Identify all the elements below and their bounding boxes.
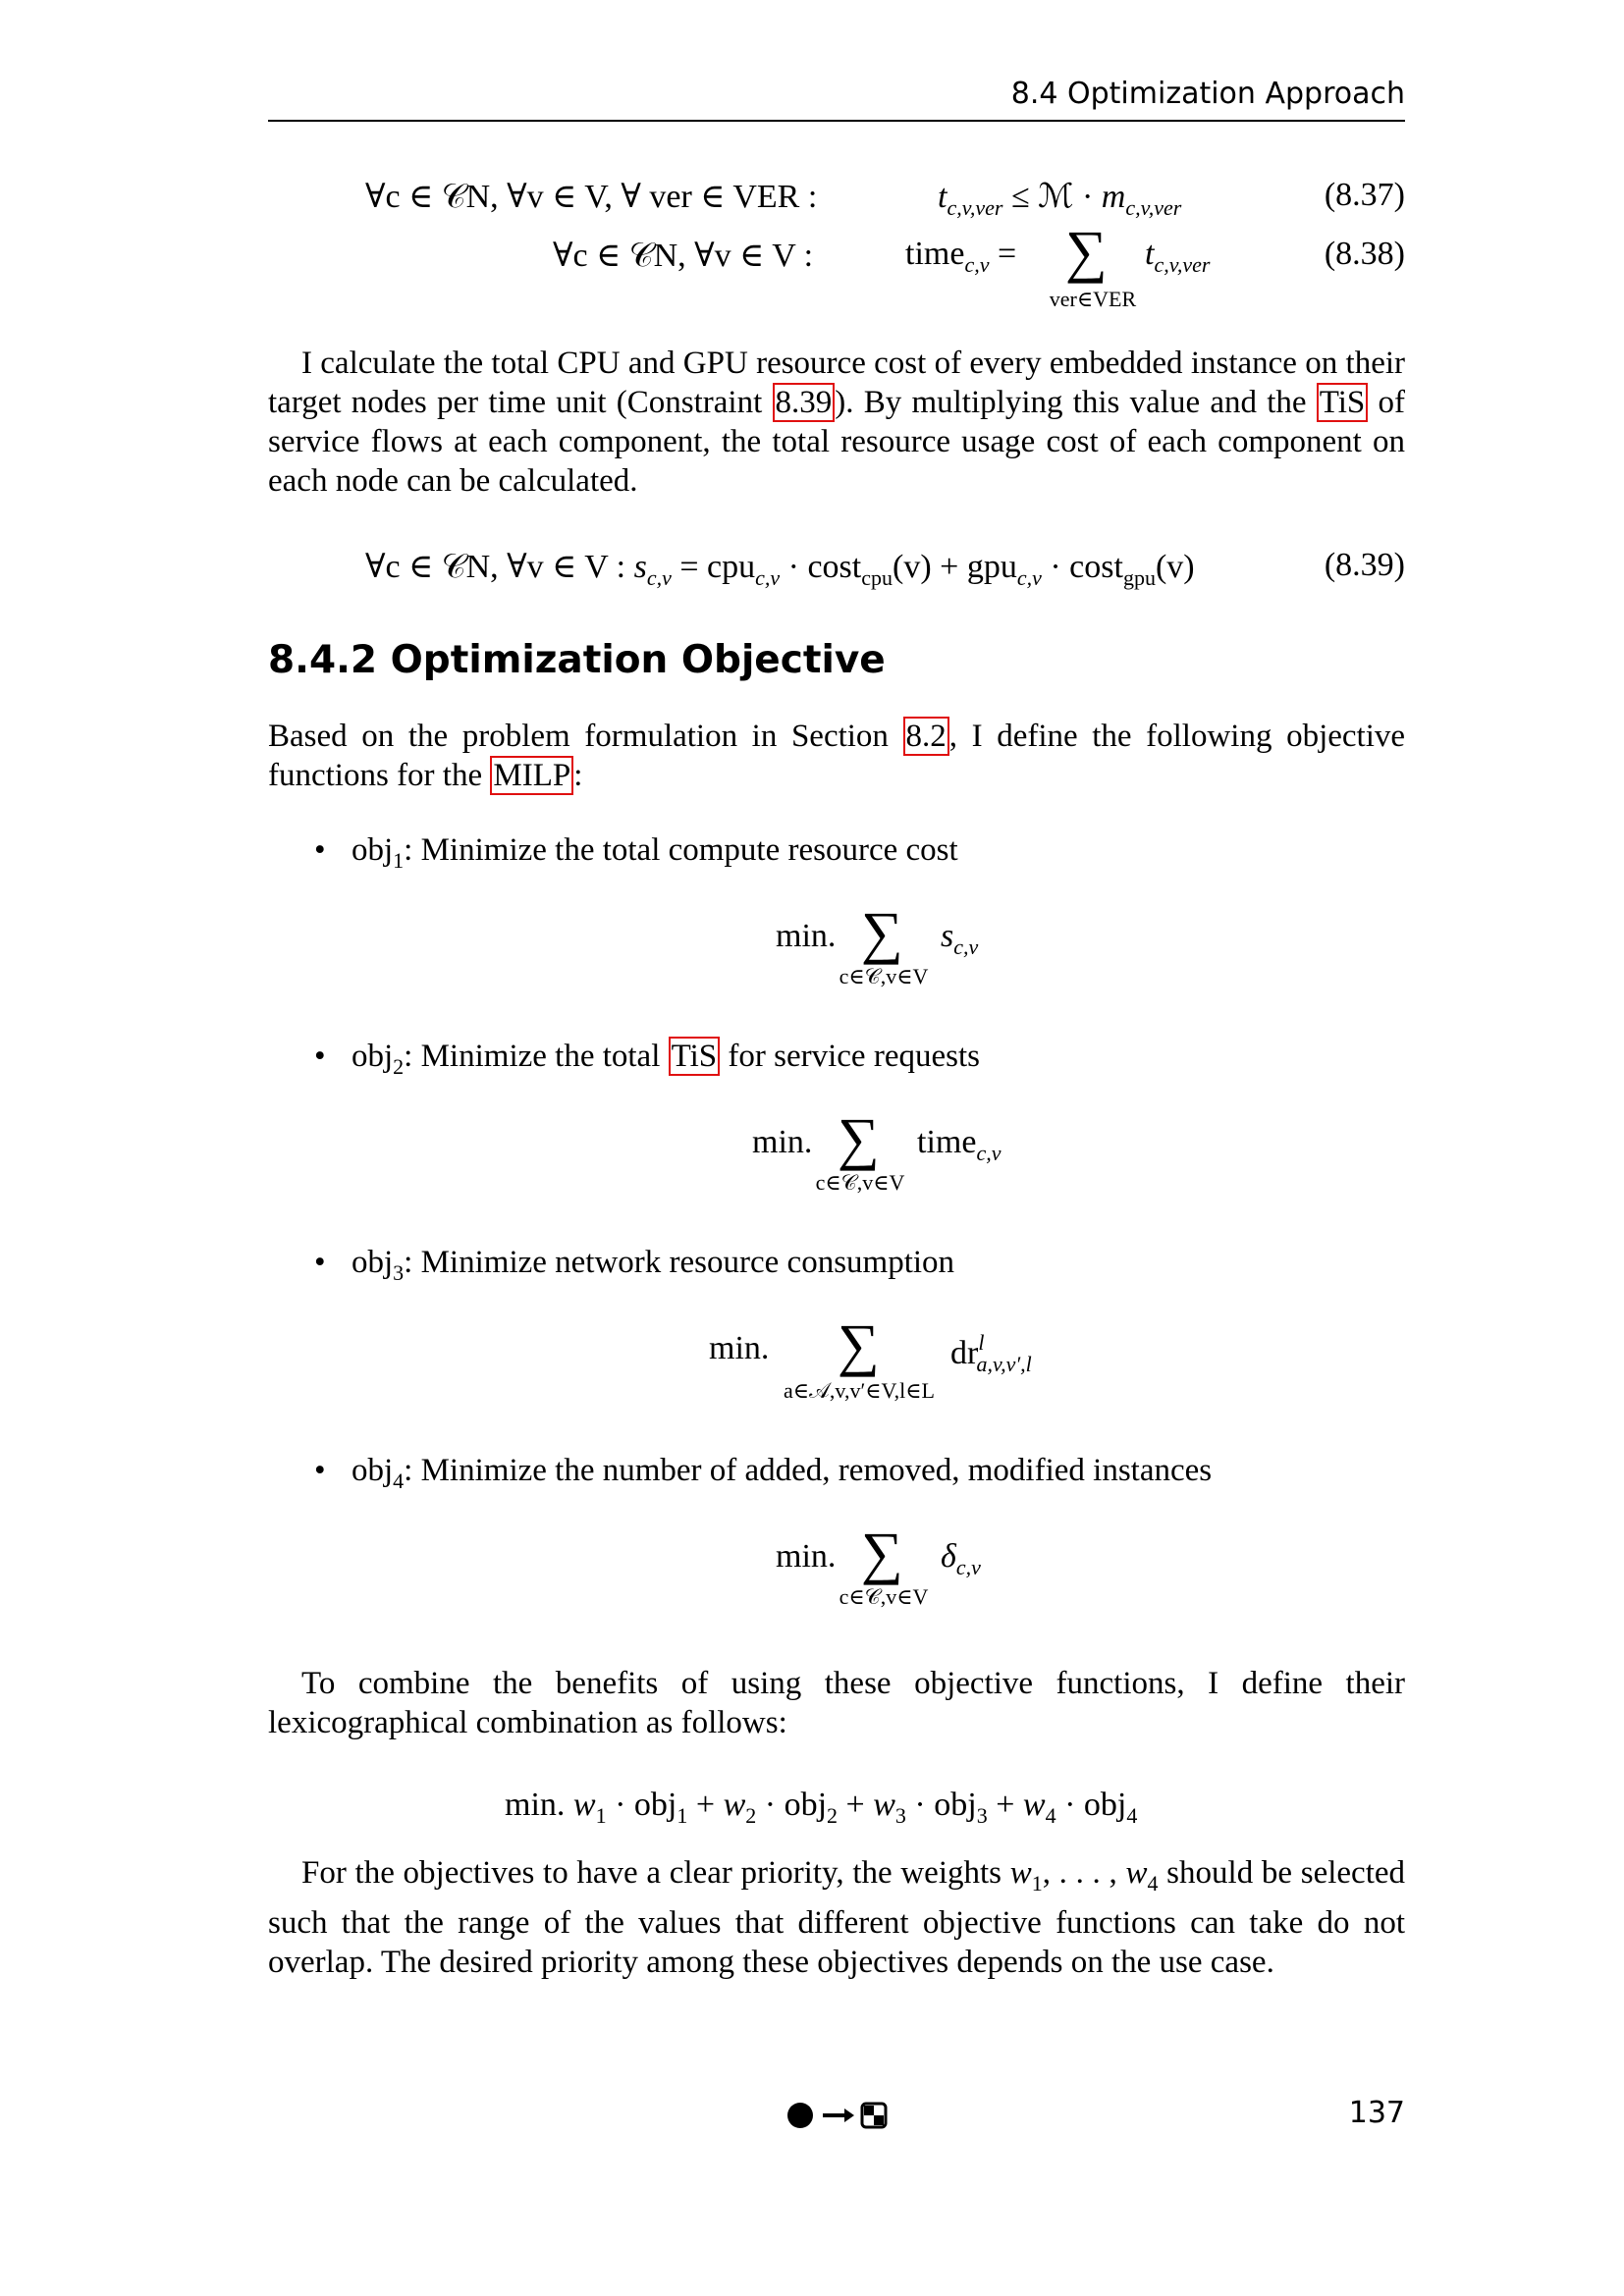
eq-838-lhs: time$_{c,v}$ = (905, 236, 1017, 277)
paragraph-lexicographical: To combine the benefits of using these objective functions, I define their lexicographical combination as follows: (268, 1666, 1405, 1740)
eq-837-body: $t_{c,v,ver}$ ≤ ℳ · $m_{c,v,ver}$ (938, 179, 1182, 220)
objective-2-term: time$_{c,v}$ (917, 1124, 1001, 1165)
objective-1-sum-under: c∈𝒞,v∈V (839, 964, 929, 988)
running-header (268, 73, 1405, 122)
objective-4-sum: ∑ (861, 1521, 903, 1585)
section-title: 8.4.2 Optimization Objective (268, 638, 886, 682)
objective-3-sum-under: a∈𝒜,v,v′∈V,l∈L (784, 1378, 935, 1403)
eq-839-number: (8.39) (1324, 547, 1405, 583)
running-title: 8.4 Optimization Approach (1010, 77, 1405, 111)
ref-tis-2[interactable]: TiS (669, 1037, 721, 1076)
page-number: 137 (1348, 2096, 1405, 2130)
objective-2-sum-under: c∈𝒞,v∈V (815, 1170, 905, 1195)
paragraph-objectives-intro: Based on the problem formulation in Section 8.2, I define the following objective functions for the MILP: (268, 719, 1406, 793)
circle-arrow-checker-icon (784, 2099, 892, 2132)
objective-2-sum: ∑ (838, 1106, 880, 1171)
objective-4-term: $\delta_{c,v}$ (941, 1538, 981, 1579)
eq-838-rhs: $t_{c,v,ver}$ (1145, 236, 1211, 277)
objective-1: • obj$_1$: Minimize the total compute resource cost (314, 832, 958, 873)
objective-3-sum: ∑ (838, 1312, 880, 1377)
objective-3-term: $dr^l_{a,v,v',l}$ (950, 1330, 1032, 1376)
ref-tis[interactable]: TiS (1317, 383, 1369, 422)
paragraph-resource-cost: I calculate the total CPU and GPU resource cost of every embedded instance on their target nodes per time unit (Constraint 8.39). By multiplying this value and the TiS of service flows at each component, the total resource usage cost of each component on each node can be calculated. (268, 346, 1406, 499)
ref-constraint-839[interactable]: 8.39 (773, 383, 836, 422)
ref-section-82[interactable]: 8.2 (903, 717, 949, 756)
objective-1-term: $s_{c,v}$ (941, 918, 979, 959)
combined-objective: min. $w_1 \cdot obj_1 + w_2 \cdot obj_2 + w_3 \cdot obj_3 + w_4 \cdot obj_4$ (505, 1787, 1138, 1828)
objective-1-min: min. (776, 918, 837, 954)
objective-4-sum-under: c∈𝒞,v∈V (839, 1584, 929, 1609)
eq-838-sum: ∑ (1065, 219, 1108, 284)
eq-837-number: (8.37) (1324, 177, 1405, 213)
objective-3-min: min. (709, 1330, 770, 1366)
paragraph-priority: For the objectives to have a clear priority, the weights $w_1$, . . . , $w_4$ should be selected such that the range of the values that different objective functions can take do not overlap. The desired priority among these objectives depends on the use case. (268, 1855, 1406, 1980)
eq-837-condition: ∀c ∈ 𝒞N, ∀v ∈ V, ∀ ver ∈ VER : (365, 179, 818, 215)
objective-2: • obj$_2$: Minimize the total TiS for service requests (314, 1039, 980, 1079)
objective-2-min: min. (752, 1124, 813, 1160)
objective-1-sum: ∑ (861, 900, 903, 965)
objective-3: • obj$_3$: Minimize network resource consumption (314, 1245, 955, 1285)
objective-4: • obj$_4$: Minimize the number of added, removed, modified instances (314, 1453, 1213, 1493)
eq-838-sum-under: ver∈VER (1049, 287, 1137, 311)
eq-838-number: (8.38) (1324, 236, 1405, 272)
ref-milp[interactable]: MILP (490, 756, 573, 795)
eq-838-condition: ∀c ∈ 𝒞N, ∀v ∈ V : (553, 238, 814, 274)
eq-839: ∀c ∈ 𝒞N, ∀v ∈ V : $s_{c,v} = cpu_{c,v} \cdot \cos t_{cpu}(v) + gpu_{c,v} \cdot \cos t_{gpu}(v)$ (365, 549, 1195, 590)
objective-4-min: min. (776, 1538, 837, 1575)
